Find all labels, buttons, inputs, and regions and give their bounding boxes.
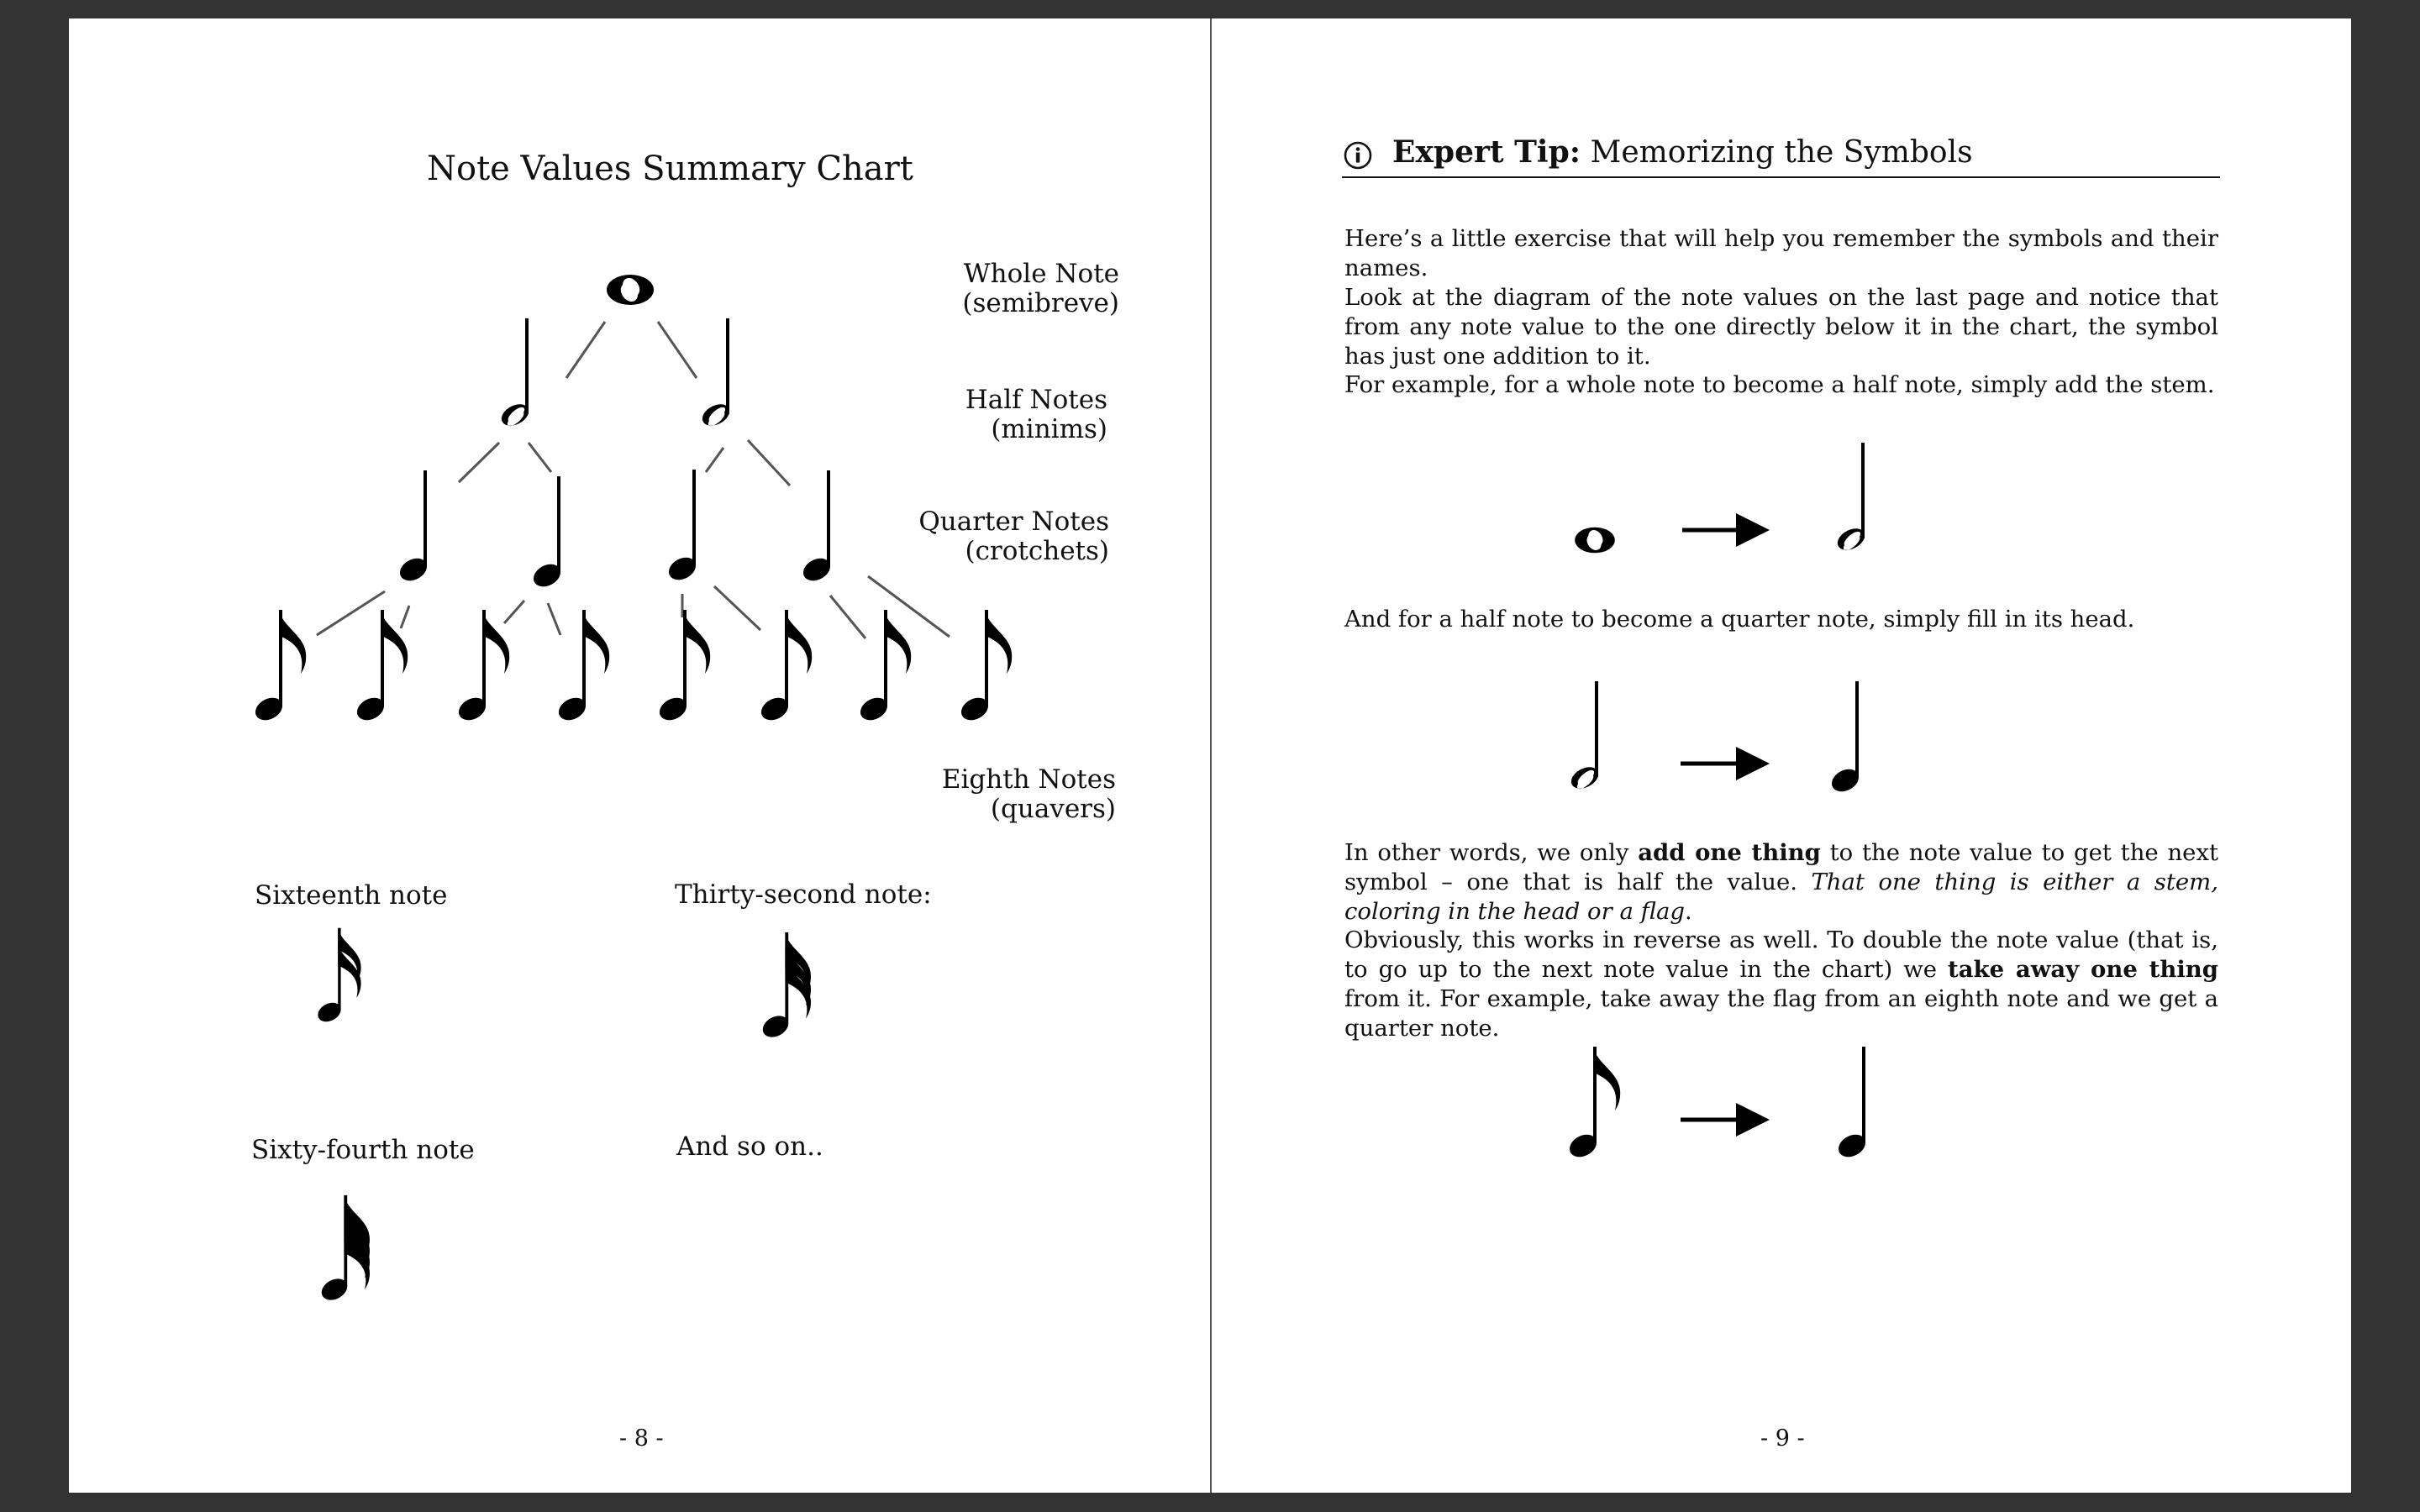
and-so-on-text: And so on..	[676, 1131, 823, 1162]
sixty-fourth-note-symbol	[318, 1195, 370, 1305]
para5-italic: That one thing is either a stem, coloring in the head or a flag	[1344, 869, 2218, 925]
para5-text-mid: to the note value to get the next symbol – one that is half the value.	[1344, 839, 2218, 895]
sixteenth-note-label: Sixteenth note	[255, 880, 448, 911]
eighth-note-alt-name: (quavers)	[990, 794, 1116, 824]
para6-text-start: Obviously, this works in reverse as well. To double the note value (that is, to go up to the next note value in the chart) we	[1344, 927, 2218, 983]
para5-bold: add one thing	[1638, 839, 1821, 866]
example-half-note	[1838, 443, 1865, 550]
example-quarter-note	[1834, 1047, 1869, 1162]
expert-tip-title: Memorizing the Symbols	[1590, 135, 1973, 170]
chart-title: Note Values Summary Chart	[427, 150, 913, 188]
tree-eighth-note	[555, 610, 609, 725]
left-page-number: - 8 -	[619, 1425, 664, 1452]
example-eighth-note	[1565, 1047, 1620, 1162]
tree-eighth-note	[353, 610, 408, 725]
tree-quarter-note	[529, 476, 564, 591]
thirty-second-note-symbol	[759, 932, 811, 1042]
tree-half-note	[702, 318, 729, 426]
paragraph-half-to-quarter: And for a half note to become a quarter note, simply fill in its head.	[1344, 606, 2135, 633]
para6-bold: take away one thing	[1948, 956, 2219, 983]
example-half-note	[1571, 681, 1598, 789]
quarter-note-name: Quarter Notes	[918, 507, 1109, 537]
tree-eighth-note	[251, 610, 306, 725]
para5-text-end: .	[1684, 898, 1692, 925]
tree-eighth-note	[655, 610, 710, 725]
expert-tip-label: Expert Tip:	[1392, 134, 1581, 170]
tree-connectors	[317, 322, 950, 638]
paragraph-diagram: Look at the diagram of the note values on the last page and notice that from any note value to the one directly below it in the chart, the symbol has just one addition to it.	[1344, 284, 2218, 370]
right-page-number: - 9 -	[1760, 1425, 1805, 1452]
half-note-alt-name: (minims)	[991, 414, 1107, 444]
tree-whole-note	[607, 275, 654, 305]
para5-text-start: In other words, we only	[1344, 839, 1639, 866]
half-note-name: Half Notes	[965, 385, 1107, 415]
whole-note-alt-name: (semibreve)	[962, 288, 1119, 318]
thirty-second-note-label: Thirty-second note:	[675, 879, 932, 910]
example-quarter-note	[1828, 681, 1862, 796]
tree-eighth-note	[957, 610, 1012, 725]
eighth-note-name: Eighth Notes	[941, 764, 1116, 795]
sixteenth-note-symbol	[314, 928, 360, 1026]
paragraph-intro: Here’s a little exercise that will help you remember the symbols and their names.	[1344, 225, 2218, 281]
paragraph-whole-to-half: For example, for a whole note to become a half note, simply add the stem.	[1344, 371, 2215, 398]
para6-text-end: from it. For example, take away the flag from an eighth note and we get a quarter note.	[1344, 985, 2218, 1042]
quarter-note-alt-name: (crotchets)	[965, 536, 1109, 566]
whole-note-name: Whole Note	[963, 259, 1119, 289]
tree-half-note	[502, 318, 529, 426]
sixty-fourth-note-label: Sixty-fourth note	[251, 1135, 475, 1165]
tree-eighth-note	[856, 610, 911, 725]
tree-quarter-note	[799, 470, 834, 585]
tree-eighth-note	[455, 610, 509, 725]
tree-eighth-note	[757, 610, 812, 725]
tree-quarter-note	[396, 470, 430, 585]
example-whole-note	[1575, 528, 1615, 554]
tree-quarter-note	[665, 470, 699, 585]
